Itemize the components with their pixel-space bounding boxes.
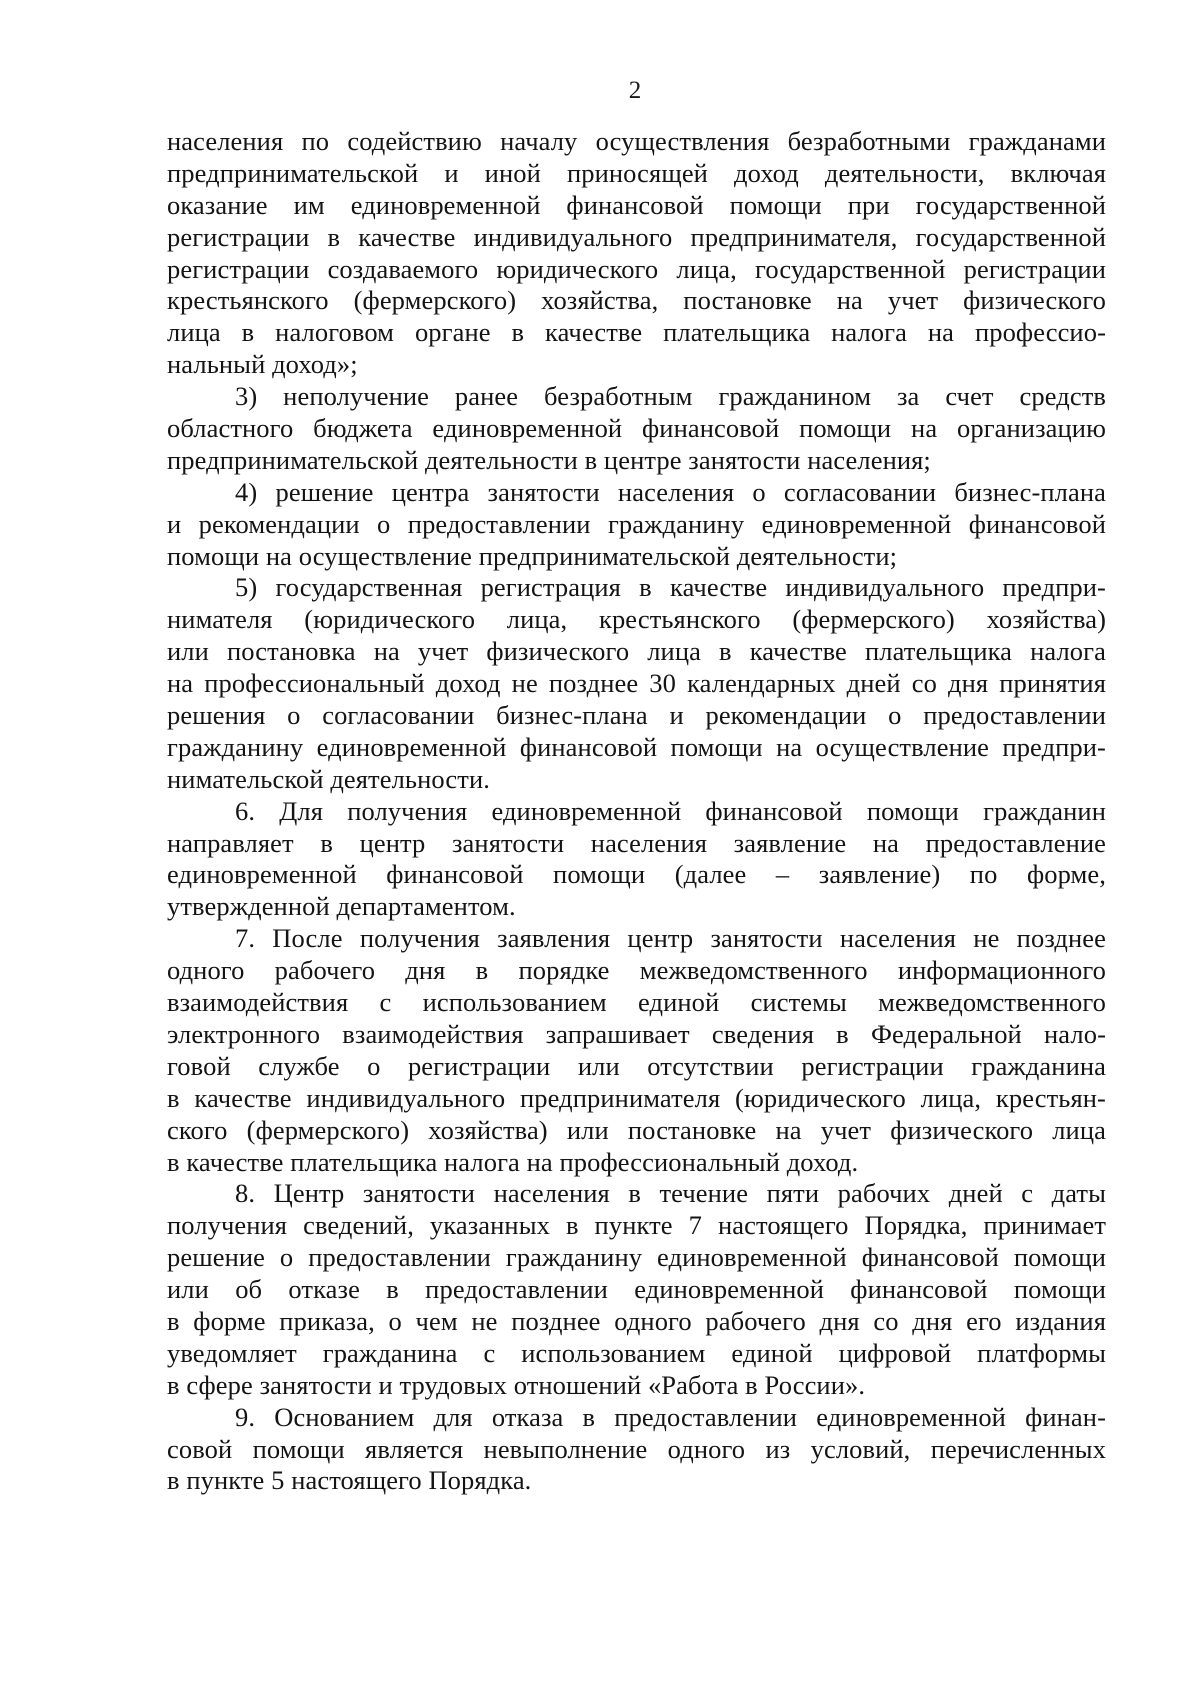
paragraph-item-5 xyxy=(167,572,1106,795)
text-line: 7. После получения заявления центр занятости населения не позднее xyxy=(235,923,1106,954)
paragraph-item-3 xyxy=(167,381,1106,477)
text-line: 5) государственная регистрация в качестве индивидуального предпри- xyxy=(235,572,1106,603)
text-line: предпринимательской и иной приносящей доход деятельности, включая xyxy=(167,157,1106,188)
text-line: решение о предоставлении гражданину единовременной финансовой помощи xyxy=(167,1242,1106,1273)
text-line: 4) решение центра занятости населения о согласовании бизнес-плана xyxy=(235,476,1106,507)
paragraph-point-8 xyxy=(167,1178,1106,1401)
paragraph-point-7 xyxy=(167,923,1106,1178)
text-line: ского (фермерского) хозяйства) или постановке на учет физического лица xyxy=(167,1114,1106,1145)
text-line: направляет в центр занятости населения заявление на предоставление xyxy=(167,827,1106,858)
text-line: в форме приказа, о чем не позднее одного рабочего дня со дня его издания xyxy=(167,1305,1106,1336)
text-line: или об отказе в предоставлении единовременной финансовой помощи xyxy=(167,1274,1106,1305)
text-line: взаимодействия с использованием единой системы межведомственного xyxy=(167,987,1106,1018)
text-line: областного бюджета единовременной финансовой помощи на организацию xyxy=(167,413,1106,444)
text-line: в пункте 5 настоящего Порядка. xyxy=(167,1465,532,1496)
text-line: помощи на осуществление предпринимательской деятельности; xyxy=(167,540,898,571)
paragraph-intro xyxy=(167,126,1106,381)
text-line: предпринимательской деятельности в центре занятости населения; xyxy=(167,444,931,475)
page-number: 2 xyxy=(628,77,642,104)
text-line: регистрации создаваемого юридического лица, государственной регистрации xyxy=(167,253,1106,284)
text-line: нимательской деятельности. xyxy=(167,763,490,794)
text-line: 3) неполучение ранее безработным гражданином за счет средств xyxy=(235,381,1106,412)
text-line: на профессиональный доход не позднее 30 календарных дней со дня принятия xyxy=(167,668,1106,699)
text-line: населения по содействию началу осуществления безработными гражданами xyxy=(167,126,1106,156)
text-line: гражданину единовременной финансовой помощи на осуществление предпри- xyxy=(167,731,1106,762)
text-line: регистрации в качестве индивидуального предпринимателя, государственной xyxy=(167,221,1106,252)
text-line: совой помощи является невыполнение одного из условий, перечисленных xyxy=(167,1433,1106,1464)
paragraph-point-6 xyxy=(167,796,1106,924)
text-line: крестьянского (фермерского) хозяйства, постановке на учет физического xyxy=(167,285,1106,316)
text-line: единовременной финансовой помощи (далее – заявление) по форме, xyxy=(167,859,1106,890)
text-line: в сфере занятости и трудовых отношений «Работа в России». xyxy=(167,1369,866,1400)
text-line: нимателя (юридического лица, крестьянского (фермерского) хозяйства) xyxy=(167,604,1106,635)
document-body xyxy=(167,126,1106,1497)
paragraph-item-4 xyxy=(167,477,1106,573)
text-line: лица в налоговом органе в качестве плательщика налога на профессио- xyxy=(167,317,1106,348)
text-line: оказание им единовременной финансовой помощи при государственной xyxy=(167,189,1106,220)
text-line: в качестве плательщика налога на профессиональный доход. xyxy=(167,1146,859,1177)
text-line: или постановка на учет физического лица в качестве плательщика налога xyxy=(167,636,1106,667)
text-line: и рекомендации о предоставлении гражданину единовременной финансовой xyxy=(167,508,1106,539)
text-line: одного рабочего дня в порядке межведомственного информационного xyxy=(167,955,1106,986)
text-line: утвержденной департаментом. xyxy=(167,891,516,922)
text-line: 8. Центр занятости населения в течение пяти рабочих дней с даты xyxy=(235,1178,1106,1209)
text-line: решения о согласовании бизнес-плана и рекомендации о предоставлении xyxy=(167,700,1106,731)
paragraph-point-9 xyxy=(167,1402,1106,1498)
text-line: 9. Основанием для отказа в предоставлении единовременной финан- xyxy=(235,1401,1106,1432)
text-line: в качестве индивидуального предпринимателя (юридического лица, крестьян- xyxy=(167,1082,1106,1113)
text-line: говой службе о регистрации или отсутствии регистрации гражданина xyxy=(167,1050,1106,1081)
text-line: электронного взаимодействия запрашивает сведения в Федеральной нало- xyxy=(167,1018,1106,1049)
text-line: 6. Для получения единовременной финансовой помощи гражданин xyxy=(235,795,1106,826)
text-line: нальный доход»; xyxy=(167,349,358,380)
text-line: уведомляет гражданина с использованием единой цифровой платформы xyxy=(167,1337,1106,1368)
text-line: получения сведений, указанных в пункте 7 настоящего Порядка, принимает xyxy=(167,1210,1106,1241)
